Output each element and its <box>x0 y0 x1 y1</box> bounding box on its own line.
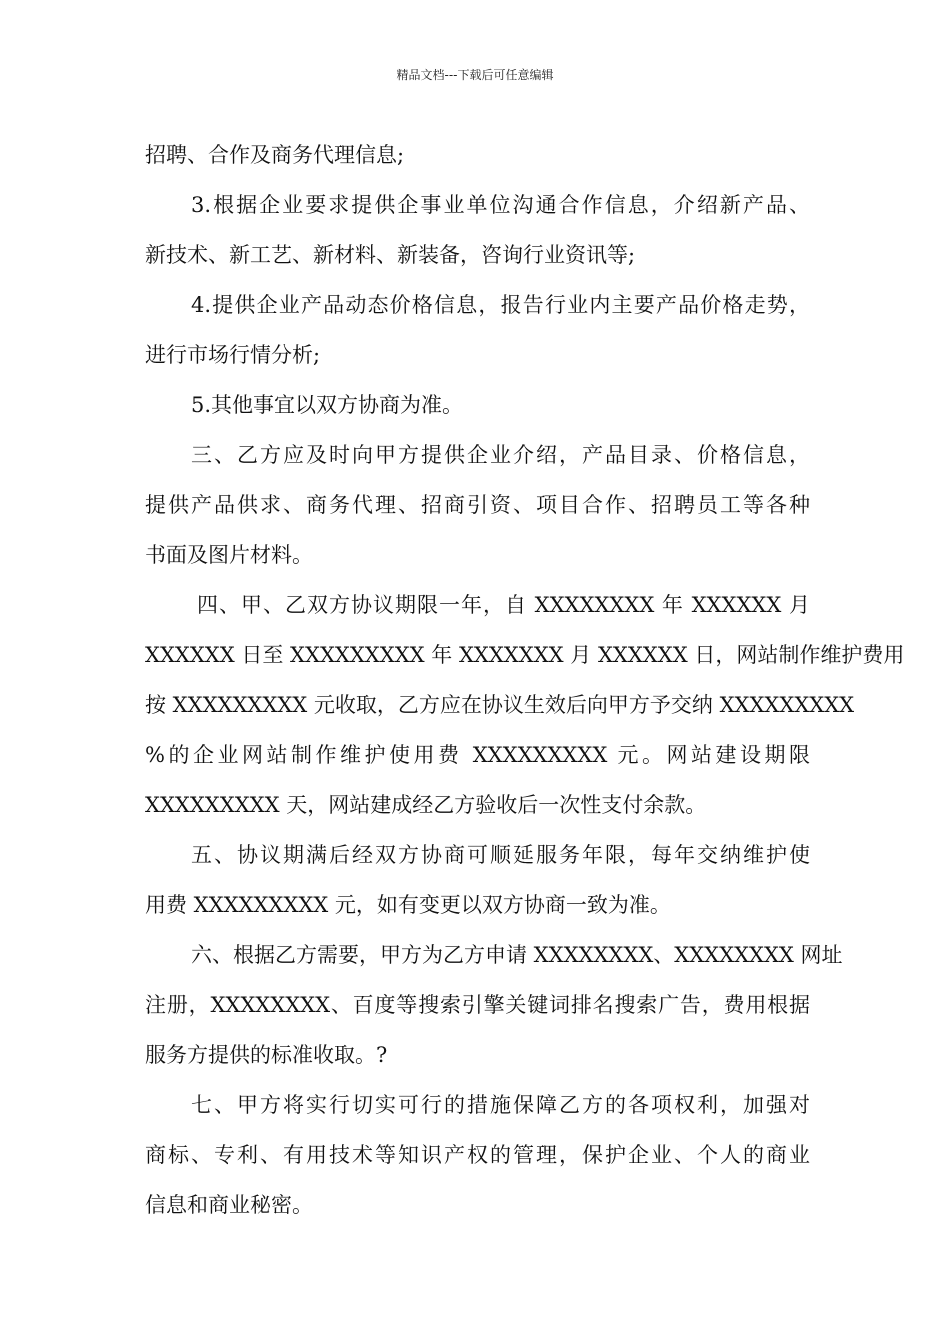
paragraph-line: 4.提供企业产品动态价格信息，报告行业内主要产品价格走势， <box>191 293 810 317</box>
paragraph-line: 三、乙方应及时向甲方提供企业介绍，产品目录、价格信息， <box>191 443 810 467</box>
paragraph-line: 六、根据乙方需要，甲方为乙方申请 XXXXXXXX、XXXXXXXX 网址 <box>191 943 843 967</box>
paragraph-line: 提供产品供求、商务代理、招商引资、项目合作、招聘员工等各种 <box>145 493 810 517</box>
paragraph-line: XXXXXX 日至 XXXXXXXXX 年 XXXXXXX 月 XXXXXX 日，网站制作维护费用 <box>145 643 905 667</box>
page-header: 精品文档---下载后可任意编辑 <box>396 68 554 82</box>
paragraph-line: 五、协议期满后经双方协商可顺延服务年限，每年交纳维护使 <box>191 843 810 867</box>
paragraph-line: 新技术、新工艺、新材料、新装备，咨询行业资讯等; <box>145 243 636 267</box>
paragraph-line: 商标、专利、有用技术等知识产权的管理，保护企业、个人的商业 <box>145 1143 810 1167</box>
paragraph-line: 进行市场行情分析; <box>145 343 321 367</box>
paragraph-line: 按 XXXXXXXXX 元收取，乙方应在协议生效后向甲方予交纳 XXXXXXXXX <box>145 693 855 717</box>
paragraph-line: 服务方提供的标准收取。? <box>145 1043 388 1067</box>
paragraph-line: 四、甲、乙双方协议期限一年，自 XXXXXXXX 年 XXXXXX 月 <box>197 593 810 617</box>
document-body <box>145 130 905 1230</box>
paragraph-line: XXXXXXXXX 天，网站建成经乙方验收后一次性支付余款。 <box>145 793 707 817</box>
paragraph-line: 用费 XXXXXXXXX 元，如有变更以双方协商一致为准。 <box>145 893 671 917</box>
paragraph-line: 5.其他事宜以双方协商为准。 <box>191 393 464 417</box>
paragraph-line: 注册，XXXXXXXX、百度等搜索引擎关键词排名搜索广告，费用根据 <box>145 993 810 1017</box>
paragraph-line: 招聘、合作及商务代理信息; <box>145 143 405 167</box>
paragraph-line: 书面及图片材料。 <box>145 543 313 567</box>
paragraph-line: 七、甲方将实行切实可行的措施保障乙方的各项权利，加强对 <box>191 1093 810 1117</box>
paragraph-line: 信息和商业秘密。 <box>145 1193 313 1217</box>
paragraph-line: 3.根据企业要求提供企事业单位沟通合作信息，介绍新产品、 <box>191 193 810 217</box>
paragraph-line: %的企业网站制作维护使用费 XXXXXXXXX 元。网站建设期限 <box>145 743 810 767</box>
